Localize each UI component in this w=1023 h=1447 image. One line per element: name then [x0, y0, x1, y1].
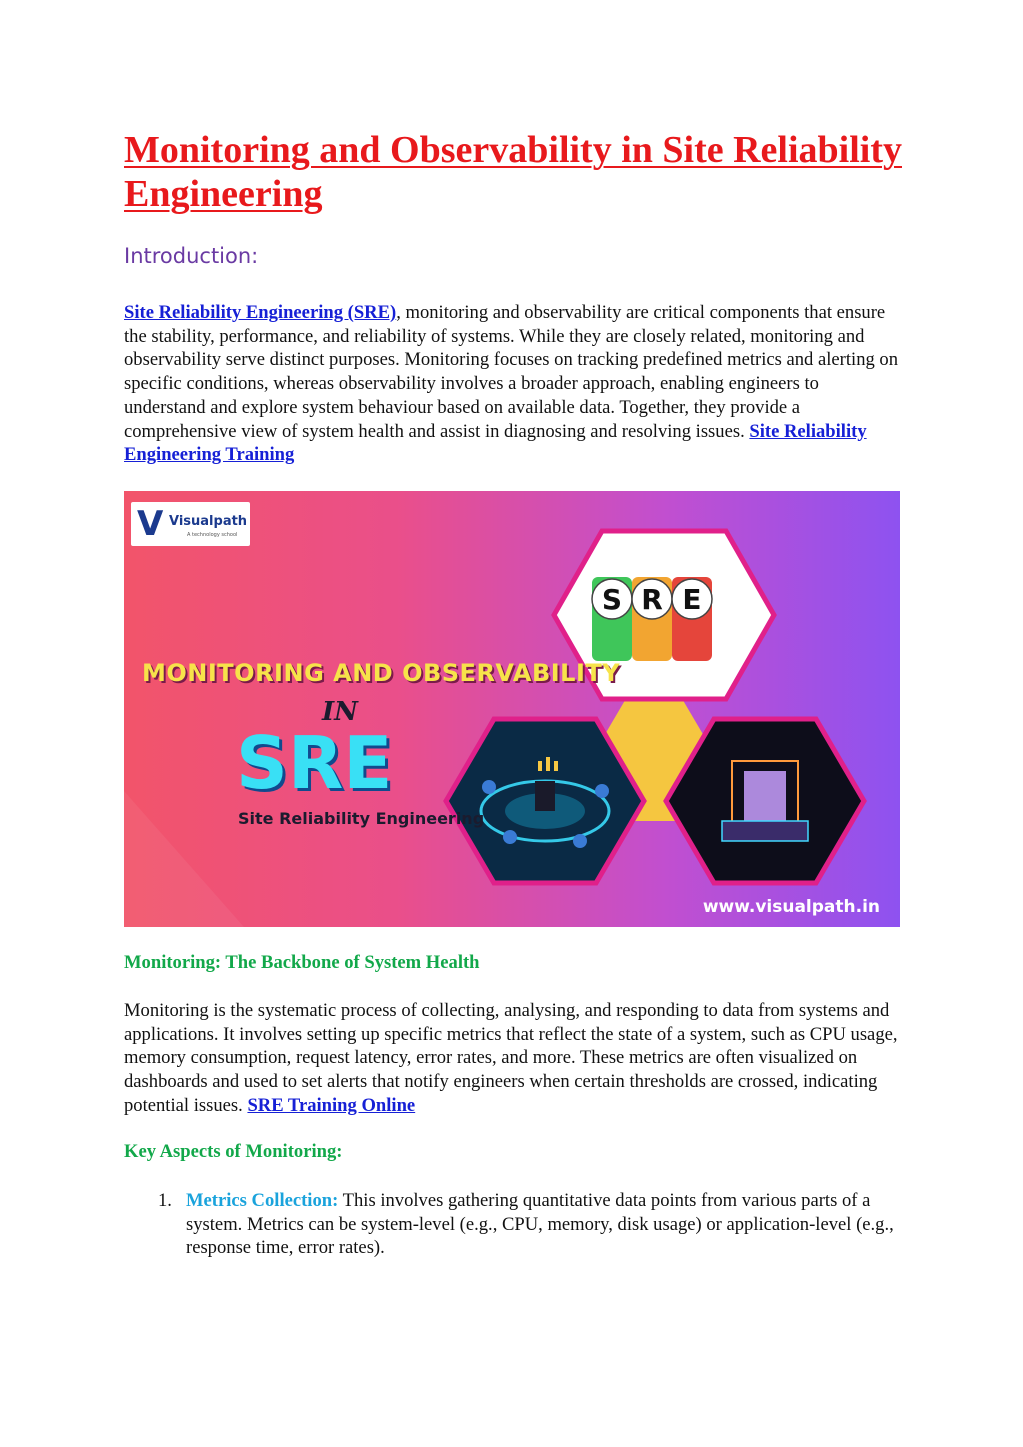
banner-in-text: IN	[322, 697, 358, 727]
list-item-number: 1.	[158, 1190, 172, 1211]
monitoring-text: Monitoring is the systematic process of collecting, analysing, and responding to data from systems and applications. It involves setting up specific metrics that reflect the state of a system, such as CPU usage, memory consumption, request latency, error rates, and more. These metrics are often visualized on dashboards and used to set alerts that notify engineers when certain thresholds are crossed, indicating potential issues.	[124, 1000, 898, 1116]
key-aspects-heading: Key Aspects of Monitoring:	[124, 1141, 343, 1162]
sre-link[interactable]: Site Reliability Engineering (SRE)	[124, 302, 397, 323]
banner-url: www.visualpath.in	[702, 897, 880, 917]
letter-r: R	[641, 583, 663, 616]
list-item-text: This involves gathering quantitative data points from various parts of a system. Metrics can be system-level (e.g., CPU, memory, disk usage) or application-level (e.g., response time, error rates).	[186, 1190, 894, 1259]
list-item-term: Metrics Collection:	[186, 1190, 339, 1211]
key-aspects-list	[124, 1189, 904, 1260]
banner-sre-text: SRE	[236, 721, 393, 805]
monitoring-heading: Monitoring: The Backbone of System Health	[124, 952, 480, 973]
sre-banner-image	[124, 491, 900, 927]
introduction-paragraph	[124, 301, 904, 467]
banner-graphics	[124, 491, 900, 927]
introduction-text: , monitoring and observability are critical components that ensure the stability, performance, and reliability of systems. While they are closely related, monitoring and observability serve distinct purposes. Monitoring focuses on tracking predefined metrics and alerting on specific conditions, whereas observability involves a broader approach, enabling engineers to understand and explore system behaviour based on available data. Together, they provide a comprehensive view of system health and assist in diagnosing and resolving issues.	[124, 302, 899, 442]
banner-subtitle: Site Reliability Engineering	[238, 809, 485, 828]
banner-title: MONITORING AND OBSERVABILITY	[142, 659, 621, 687]
logo-subtext: A technology school	[187, 532, 238, 538]
introduction-heading: Introduction:	[124, 244, 259, 268]
letter-s: S	[601, 583, 623, 616]
logo-text: Visualpath	[169, 514, 248, 529]
list-item	[124, 1189, 904, 1260]
sre-training-link[interactable]: Site Reliability Engineering Training	[124, 420, 867, 466]
page-title: Monitoring and Observability in Site Reliability Engineering	[124, 129, 902, 215]
letter-e: E	[682, 583, 702, 616]
logo-mark: V	[137, 504, 164, 544]
monitoring-paragraph	[124, 999, 904, 1118]
sre-training-online-link[interactable]: SRE Training Online	[247, 1094, 416, 1116]
visualpath-logo	[131, 502, 250, 546]
